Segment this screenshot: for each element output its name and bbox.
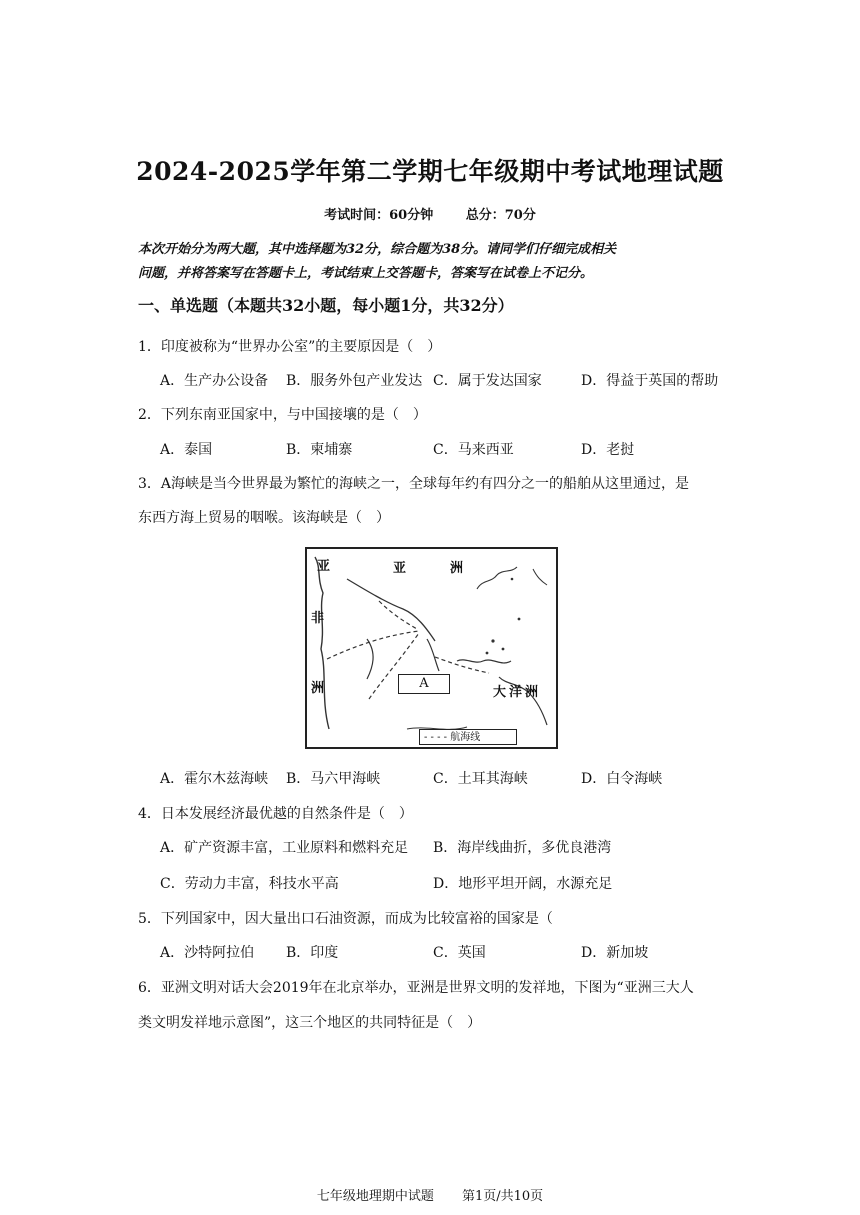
question-2-option-b: B．柬埔寨 xyxy=(286,442,353,458)
map-label-africa-char-2: 洲 xyxy=(311,681,325,696)
question-3-option-c: C．土耳其海峡 xyxy=(433,771,528,787)
question-3-option-b: B．马六甲海峡 xyxy=(286,771,381,787)
question-1-option-c: C．属于发达国家 xyxy=(433,373,542,389)
question-5-option-b: B．印度 xyxy=(286,945,339,961)
question-4-option-d: D．地形平坦开阔，水源充足 xyxy=(433,876,613,892)
question-2-option-a: A．泰国 xyxy=(160,442,213,458)
strait-map xyxy=(305,547,558,749)
question-3-stem: 东西方海上贸易的咽喉。该海峡是（ ） xyxy=(138,510,390,526)
instruction-line: 本次开始分为两大题，其中选择题为32分，综合题为38分。请同学们仔细完成相关 xyxy=(138,242,617,257)
question-4-stem: 4．日本发展经济最优越的自然条件是（ ） xyxy=(138,806,413,822)
question-1-option-b: B．服务外包产业发达 xyxy=(286,373,423,389)
map-legend-label: 航海线 xyxy=(450,732,481,743)
question-4-option-a: A．矿产资源丰富，工业原料和燃料充足 xyxy=(160,840,409,856)
footer-subject: 七年级地理期中试题 xyxy=(316,1189,434,1204)
question-5-option-c: C．英国 xyxy=(433,945,486,961)
map-label-asia-char-2: 洲 xyxy=(450,561,464,576)
exam-title: 2024-2025学年第二学期七年级期中考试地理试题 xyxy=(136,157,724,186)
question-3-option-d: D．白令海峡 xyxy=(581,771,663,787)
map-coastlines xyxy=(307,549,556,747)
question-1-option-a: A．生产办公设备 xyxy=(160,373,269,389)
question-2-option-d: D．老挝 xyxy=(581,442,635,458)
question-2-stem: 2．下列东南亚国家中，与中国接壤的是（ ） xyxy=(138,407,427,423)
question-1-option-d: D．得益于英国的帮助 xyxy=(581,373,719,389)
question-4-option-c: C．劳动力丰富，科技水平高 xyxy=(160,876,339,892)
exam-time: 考试时间：60分钟 xyxy=(324,208,434,223)
map-label-africa-char-1: 非 xyxy=(311,611,325,626)
question-5-stem: 5．下列国家中，因大量出口石油资源，而成为比较富裕的国家是（ xyxy=(138,911,553,927)
question-5-option-a: A．沙特阿拉伯 xyxy=(160,945,255,961)
map-strait-a: A xyxy=(398,674,450,694)
exam-total-score: 总分：70分 xyxy=(465,208,536,223)
map-label-oceania: 大洋洲 xyxy=(493,685,542,700)
question-1-stem: 1．印度被称为“世界办公室”的主要原因是（ ） xyxy=(138,339,442,355)
question-3-option-a: A．霍尔木兹海峡 xyxy=(160,771,269,787)
page-footer xyxy=(0,1185,860,1204)
question-3-stem: 3．A海峡是当今世界最为繁忙的海峡之一，全球每年约有四分之一的船舶从这里通过，是 xyxy=(138,476,690,492)
question-2-option-c: C．马来西亚 xyxy=(433,442,514,458)
footer-page-number: 第1页/共10页 xyxy=(461,1189,544,1204)
map-label-asia-char-1-repeat: 亚 xyxy=(317,559,331,574)
section-title: 一、单选题（本题共32小题，每小题1分，共32分） xyxy=(138,296,514,315)
instruction-line: 问题，并将答案写在答题卡上，考试结束上交答题卡，答案写在试卷上不记分。 xyxy=(138,266,594,281)
question-4-option-b: B．海岸线曲折，多优良港湾 xyxy=(433,840,612,856)
question-6-stem: 6．亚洲文明对话大会2019年在北京举办，亚洲是世界文明的发祥地，下图为“亚洲三大人 xyxy=(138,980,694,996)
question-5-option-d: D．新加坡 xyxy=(581,945,649,961)
map-label-asia-char-1: 亚 xyxy=(393,561,407,576)
question-6-stem: 类文明发祥地示意图”，这三个地区的共同特征是（ ） xyxy=(138,1015,482,1031)
map-legend: - - - - 航海线 xyxy=(419,729,517,745)
exam-meta xyxy=(0,204,860,223)
